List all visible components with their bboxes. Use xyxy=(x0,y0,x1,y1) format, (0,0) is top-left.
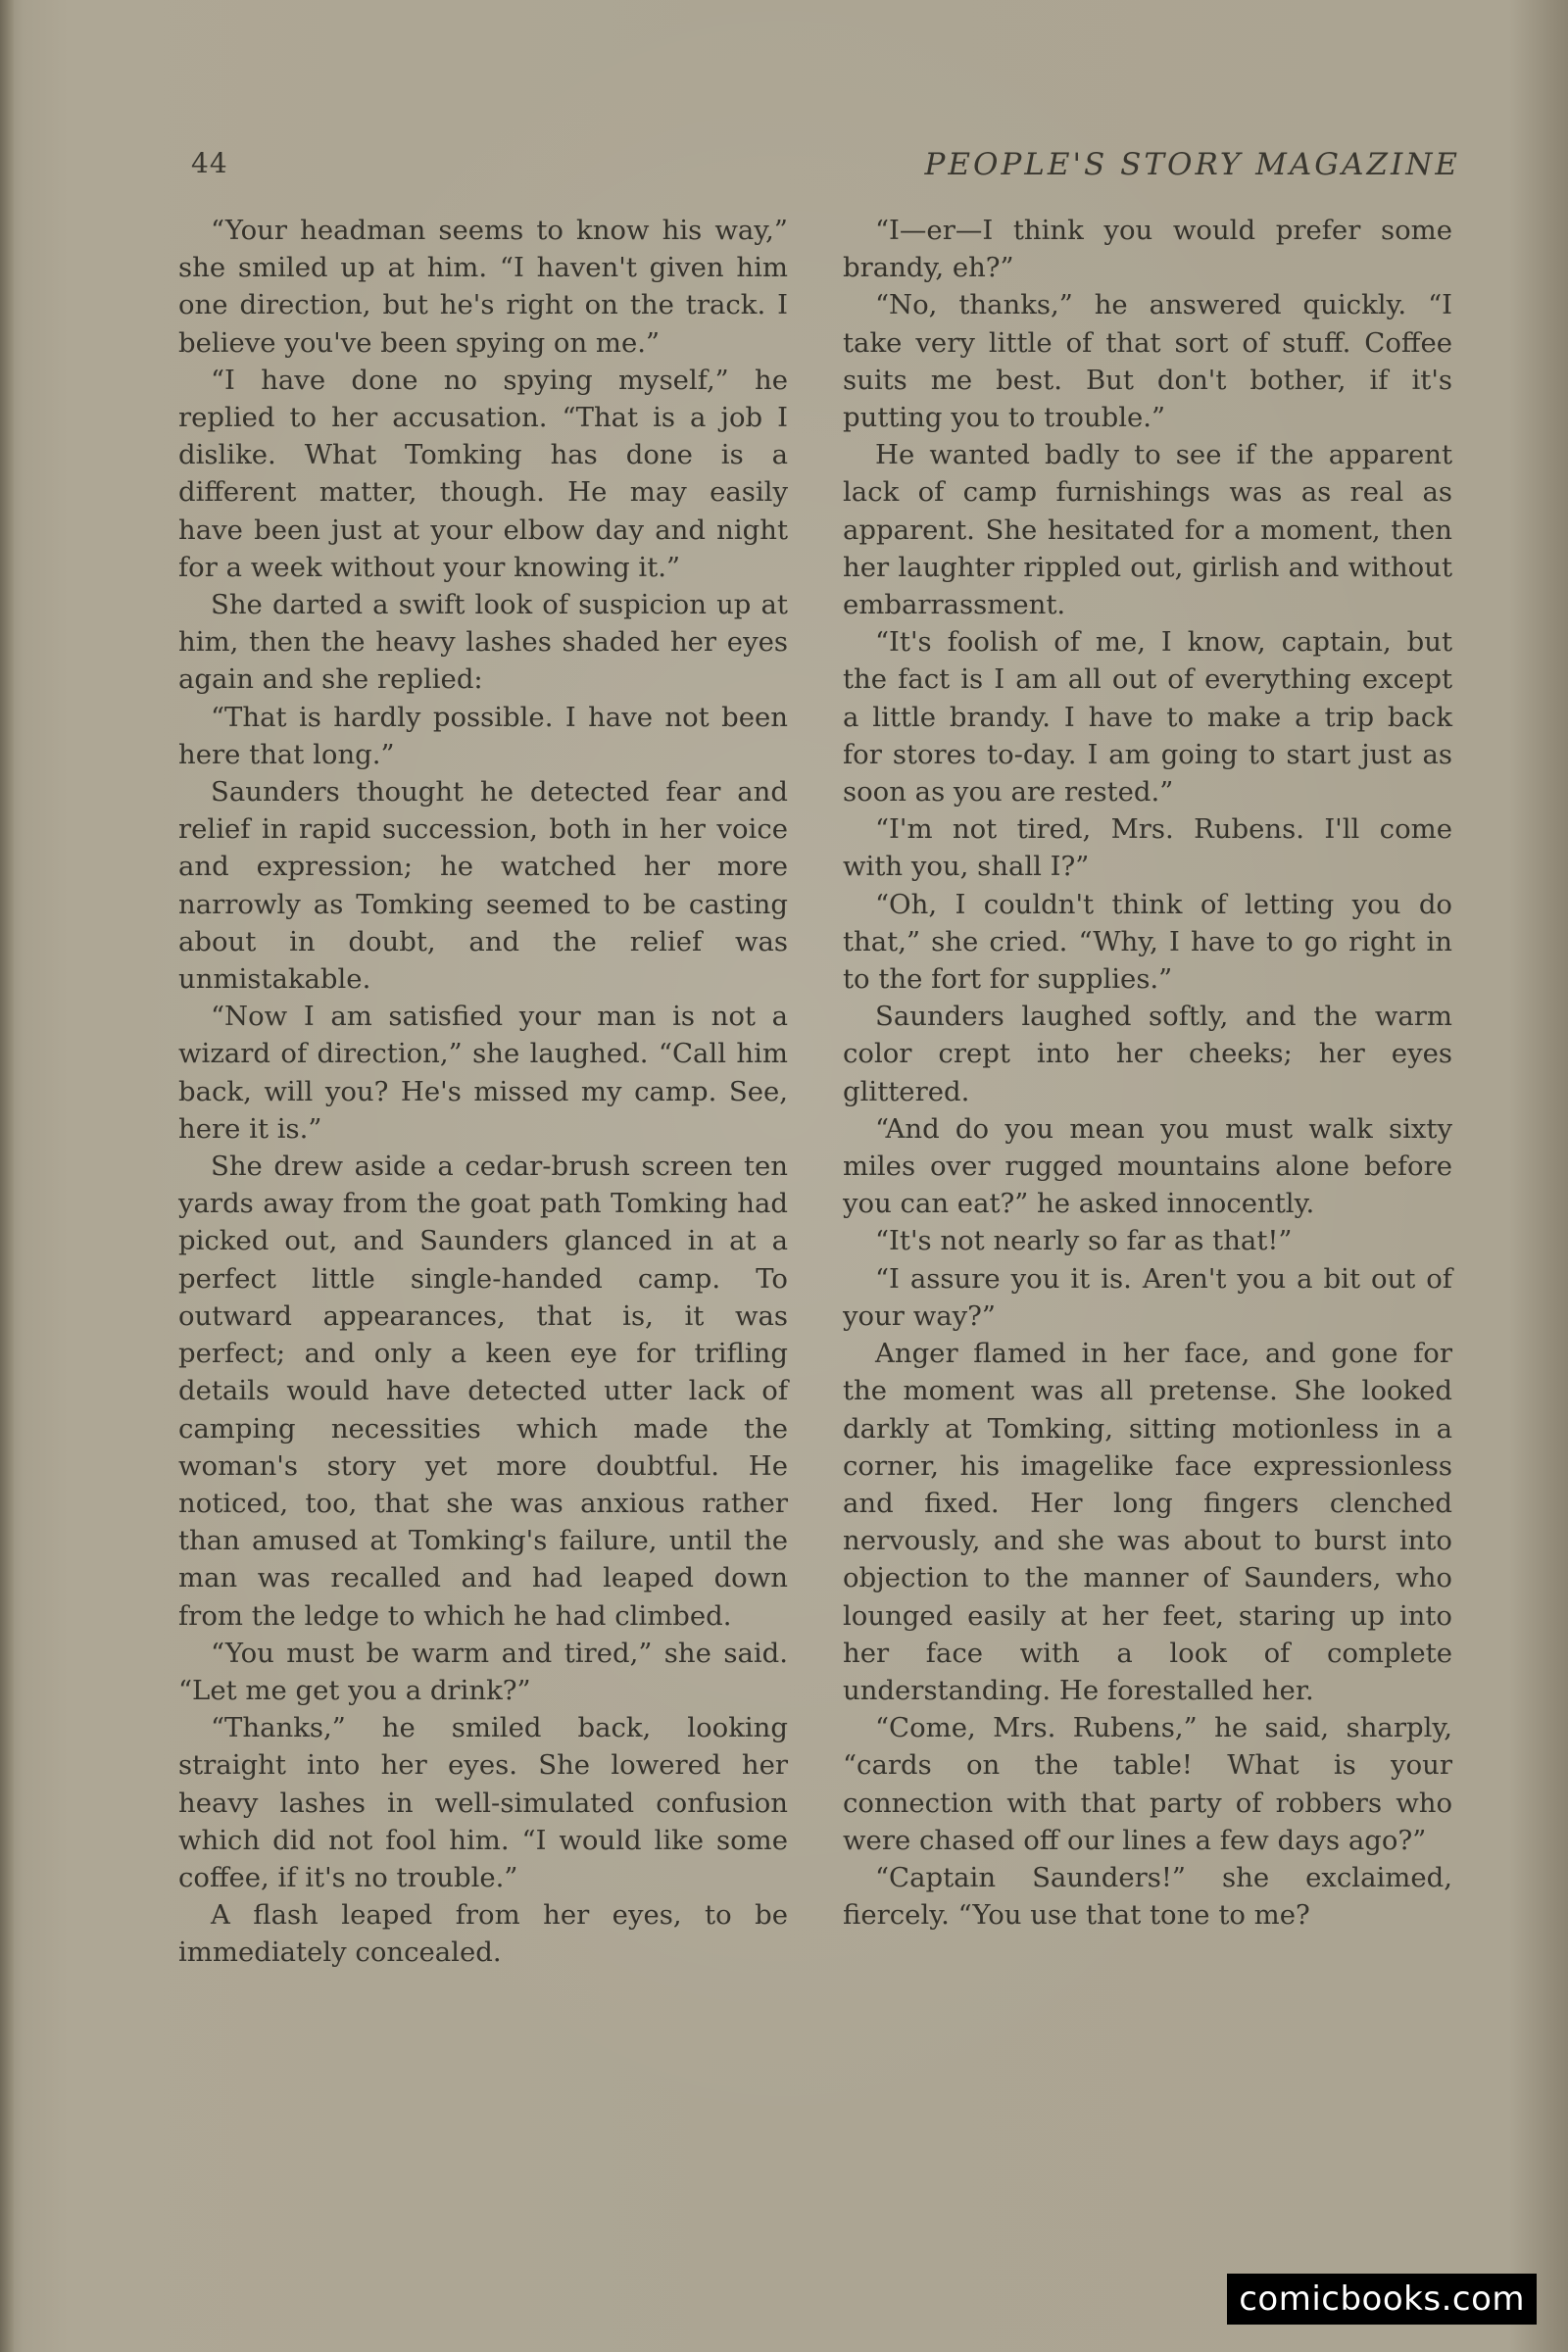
paragraph: “Captain Saunders!” she exclaimed, fiercely. “You use that tone to me? xyxy=(843,1861,1452,1932)
paragraph: “I—er—I think you would prefer some brandy, eh?” xyxy=(843,215,1452,284)
paragraph: “Your headman seems to know his way,” she smiled up at him. “I haven't given him one direction, but he's right on the track. I believe you've been spying on me.” xyxy=(178,215,788,359)
paragraph: “You must be warm and tired,” she said. “Let me get you a drink?” xyxy=(178,1637,788,1706)
paragraph: “No, thanks,” he answered quickly. “I take very little of that sort of stuff. Coffee suits me best. But don't bother, if it's putting you to trouble.” xyxy=(843,289,1452,434)
paragraph: “I'm not tired, Mrs. Rubens. I'll come with you, shall I?” xyxy=(843,813,1452,883)
page-header xyxy=(191,147,1460,196)
paragraph: “Now I am satisfied your man is not a wizard of direction,” she laughed. “Call him back, will you? He's missed my camp. See, here it is.” xyxy=(178,1001,788,1145)
paragraph: “Thanks,” he smiled back, looking straight into her eyes. She lowered her heavy lashes in well-simulated confusion which did not fool him. “I would like some coffee, if it's no trouble.” xyxy=(178,1712,788,1893)
page-spine-shadow xyxy=(0,0,14,2352)
paragraph: Anger flamed in her face, and gone for the moment was all pretense. She looked darkly at Tomking, sitting motionless in a corner, his imagelike face expressionless and fixed. Her long fingers clenched nervously, and she was about to burst into objection to the manner of Saunders, who lounged easily at her feet, staring up into her face with a look of complete understanding. He forestalled her. xyxy=(843,1338,1452,1706)
paragraph: “Oh, I couldn't think of letting you do that,” she cried. “Why, I have to go right in to the fort for supplies.” xyxy=(843,888,1452,996)
running-title: PEOPLE'S STORY MAGAZINE xyxy=(924,147,1460,182)
page-number: 44 xyxy=(191,147,228,179)
paragraph: “It's not nearly so far as that!” xyxy=(875,1225,1293,1257)
paragraph: “I assure you it is. Aren't you a bit out of your way?” xyxy=(843,1262,1452,1332)
watermark-label: comicbooks.com xyxy=(1227,2274,1537,2325)
paragraph: “I have done no spying myself,” he replied to her accusation. “That is a job I dislike. What Tomking has done is a different matter, though. He may easily have been just at your elbow day and night for a week without your knowing it.” xyxy=(178,364,788,583)
paragraph: Saunders laughed softly, and the warm color crept into her cheeks; her eyes glittered. xyxy=(843,1001,1452,1107)
paragraph: She drew aside a cedar-brush screen ten yards away from the goat path Tomking had picked out, and Saunders glanced in at a perfect little single-handed camp. To outward appearances, that is, it was perfect; and only a keen eye for trifling details would have detected utter lack of camping necessities which made the woman's story yet more doubtful. He noticed, too, that she was anxious rather than amused at Tomking's failure, until the man was recalled and had leaped down from the ledge to which he had climbed. xyxy=(178,1151,788,1632)
paragraph: Saunders thought he detected fear and relief in rapid succession, both in her voice and expression; he watched her more narrowly as Tomking seemed to be casting about in doubt, and the relief was unmistakable. xyxy=(178,776,788,996)
paragraph: “That is hardly possible. I have not been here that long.” xyxy=(178,701,788,770)
paragraph: “It's foolish of me, I know, captain, but the fact is I am all out of everything except a little brandy. I have to make a trip back for stores to-day. I am going to start just as soon as you are rested.” xyxy=(843,626,1452,808)
paragraph: “And do you mean you must walk sixty miles over rugged mountains alone before you can eat?” he asked innocently. xyxy=(843,1112,1452,1220)
paragraph: A flash leaped from her eyes, to be immediately concealed. xyxy=(178,1899,788,1969)
right-text-column xyxy=(843,212,1452,1934)
left-text-column xyxy=(178,212,788,1972)
paragraph: He wanted badly to see if the apparent lack of camp furnishings was as real as apparent. She hesitated for a moment, then her laughter rippled out, girlish and without embarrassment. xyxy=(843,439,1452,621)
paragraph: She darted a swift look of suspicion up at him, then the heavy lashes shaded her eyes again and she replied: xyxy=(178,589,788,696)
paragraph: “Come, Mrs. Rubens,” he said, sharply, “cards on the table! What is your connection with that party of robbers who were chased off our lines a few days ago?” xyxy=(843,1712,1452,1856)
